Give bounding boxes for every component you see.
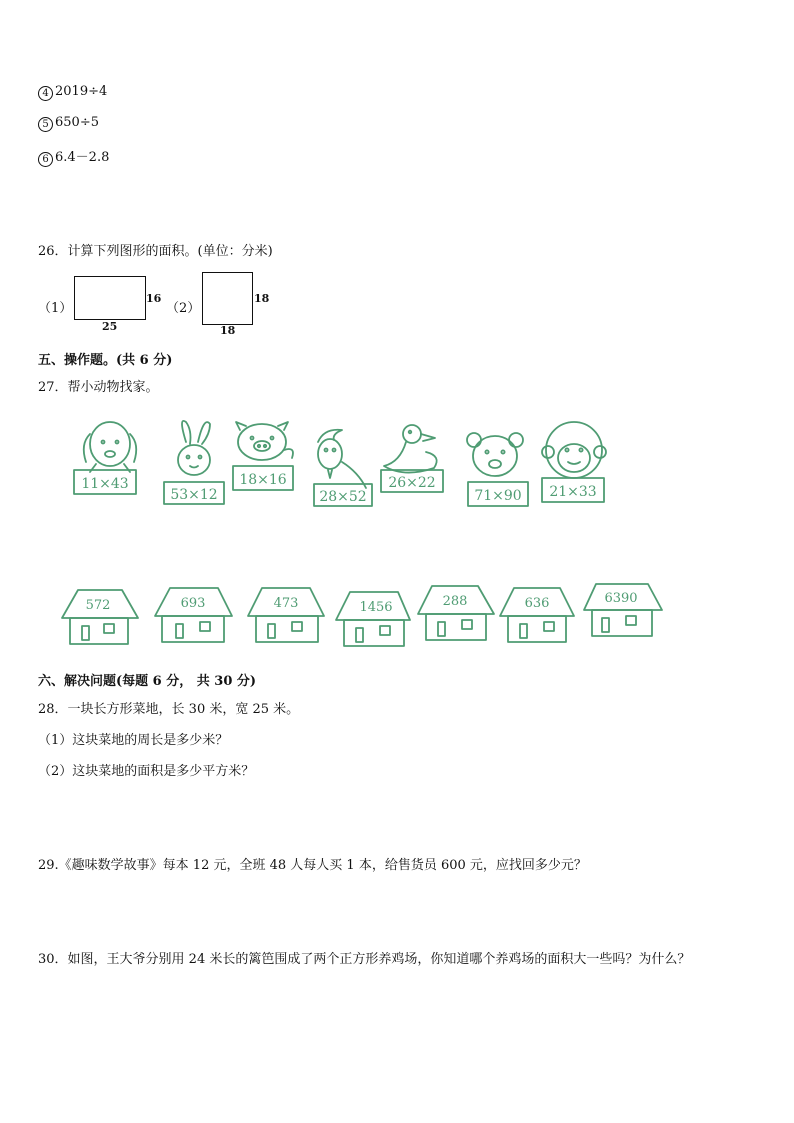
calc-item-6: [38, 146, 109, 167]
house-number: 693: [180, 596, 206, 611]
monkey-icon: [542, 422, 606, 478]
calc-expression: 650÷5: [55, 115, 99, 130]
section-5-title: 五、操作题。(共 6 分): [38, 353, 173, 368]
pig-icon: [236, 422, 293, 460]
figure-1-label: （1）: [38, 301, 73, 316]
rabbit-expression: 53×12: [170, 487, 218, 503]
monkey-expression: 21×33: [549, 484, 597, 500]
figure-2-label: （2）: [166, 301, 201, 316]
figure-2-width: 18: [220, 324, 236, 337]
bear-icon: [467, 433, 523, 476]
figure-1-rectangle: [74, 276, 146, 320]
animals-illustration: [0, 412, 794, 532]
section-6-title: 六、解决问题(每题 6 分， 共 30 分): [38, 674, 257, 689]
house-number: 473: [273, 596, 299, 611]
house-number: 288: [442, 594, 468, 609]
circled-number: 4: [38, 86, 53, 101]
question-26: 26．计算下列图形的面积。(单位：分米): [38, 244, 273, 259]
house-number: 572: [85, 598, 111, 613]
calc-expression: 6.4－2.8: [55, 150, 110, 165]
rabbit-icon: [178, 421, 210, 475]
figure-1-height: 16: [146, 292, 162, 305]
question-28-part-2: （2）这块菜地的面积是多少平方米？: [38, 764, 255, 779]
dog-expression: 11×43: [81, 476, 129, 492]
duck-icon: [384, 425, 437, 473]
pig-expression: 18×16: [239, 472, 287, 488]
bear-expression: 71×90: [474, 488, 522, 504]
houses-illustration: [0, 580, 794, 650]
circled-number: 5: [38, 117, 53, 132]
figure-2-height: 18: [254, 292, 270, 305]
circled-number: 6: [38, 152, 53, 167]
house-number: 1456: [359, 600, 393, 615]
question-28-part-1: （1）这块菜地的周长是多少米？: [38, 733, 229, 748]
dog-icon: [84, 422, 137, 472]
calc-item-5: [38, 115, 99, 132]
goat-icon: [318, 430, 366, 488]
figure-2-square: [202, 272, 253, 325]
house-number: 636: [524, 596, 550, 611]
calc-expression: 2019÷4: [55, 84, 108, 99]
house-number: 6390: [604, 591, 638, 606]
goat-expression: 28×52: [319, 489, 367, 505]
calc-item-4: [38, 84, 107, 101]
duck-expression: 26×22: [388, 475, 436, 491]
figure-1-width: 25: [102, 320, 118, 333]
question-30: 30．如图，王大爷分别用 24 米长的篱笆围成了两个正方形养鸡场，你知道哪个养鸡场的面积大一些吗？为什么？: [38, 952, 691, 967]
question-28: 28．一块长方形菜地，长 30 米，宽 25 米。: [38, 702, 300, 717]
question-29: 29.《趣味数学故事》每本 12 元，全班 48 人每人买 1 本，给售货员 600 元，应找回多少元？: [38, 858, 587, 873]
question-27: 27．帮小动物找家。: [38, 380, 159, 395]
